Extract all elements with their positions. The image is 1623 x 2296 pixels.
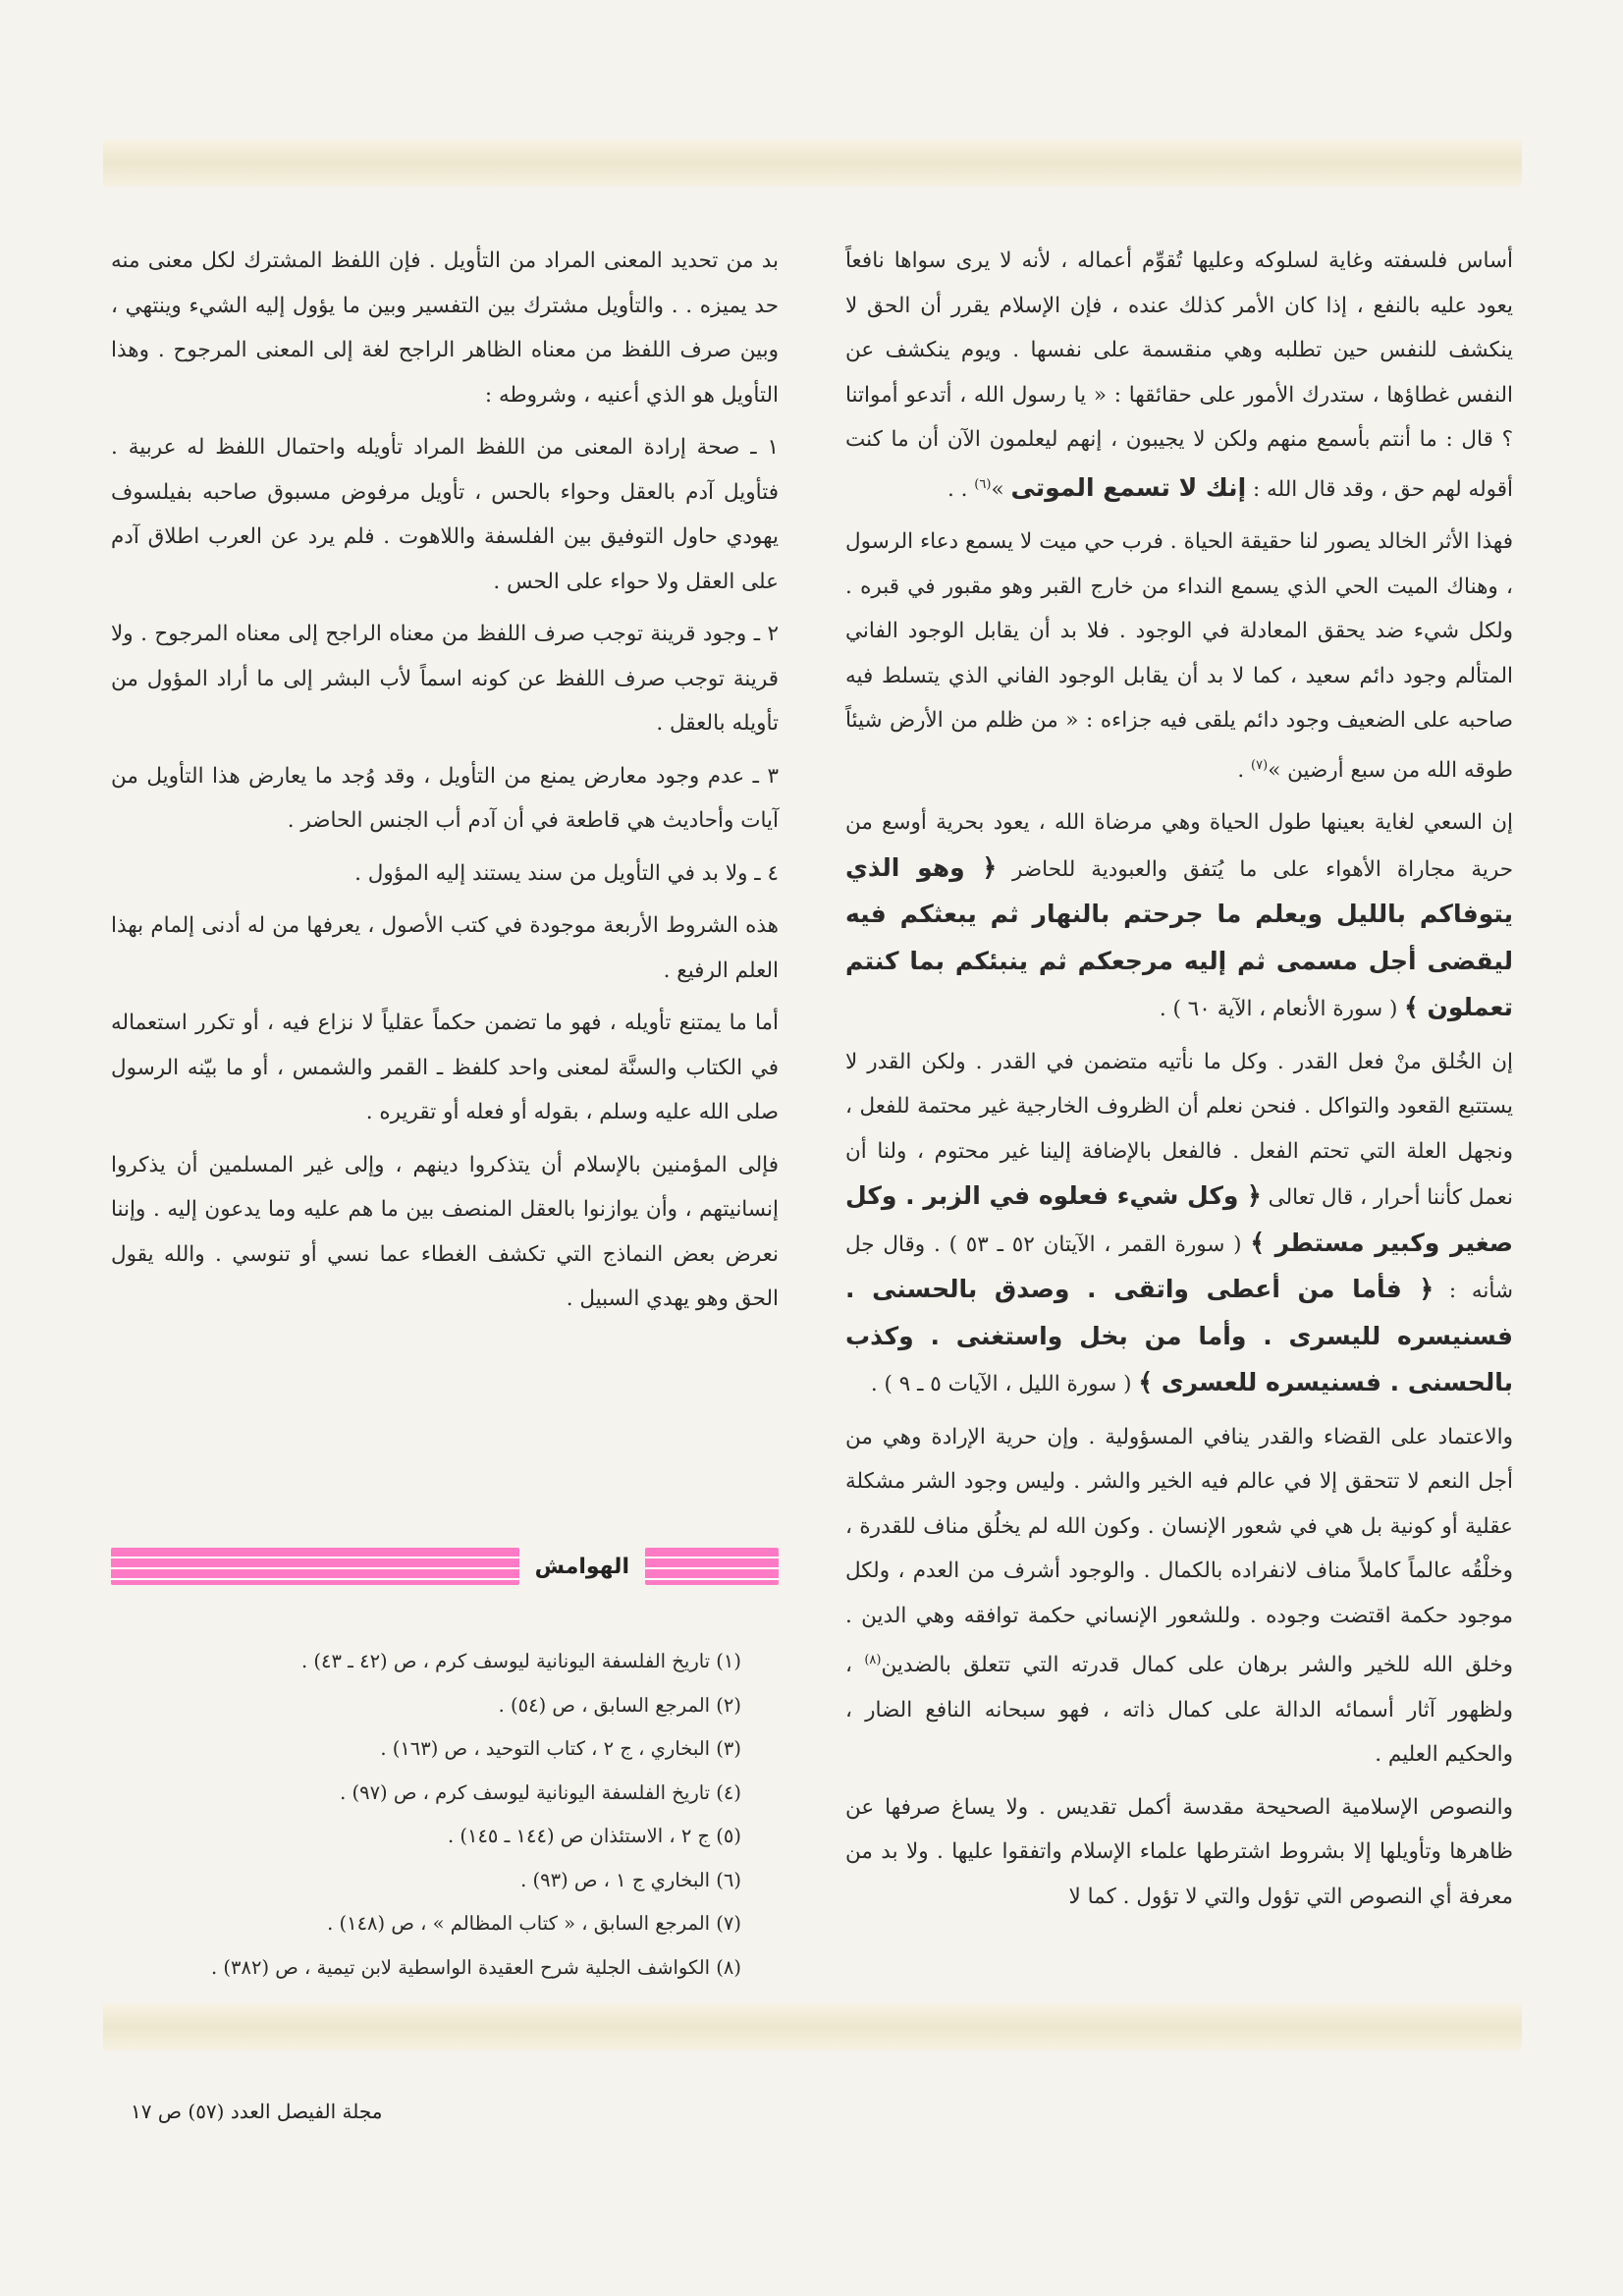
paragraph (111, 239, 779, 417)
quran-verse: ﴿ وهو الذي يتوفاكم بالليل ويعلم ما جرحتم بالنهار ثم يبعثكم فيه ليقضى أجل مسمى ثم إليه مرجعكم ثم ينبئكم بما كنتم تعملون ﴾ (845, 852, 1513, 1022)
text-run: ( سورة الأنعام ، الآية ٦٠ ) . (1159, 997, 1405, 1022)
footnote-ref: (٧) (1251, 757, 1269, 773)
text-run: » (991, 476, 1011, 502)
footnote-item: (٤) تاريخ الفلسفة اليونانية ليوسف كرم ، ص (٩٧) . (340, 1780, 741, 1804)
footnote-item: (٣) البخاري ، ج ٢ ، كتاب التوحيد ، ص (١٦٣) . (380, 1737, 741, 1760)
text-run: ٣ ـ عدم وجود معارض يمنع من التأويل ، وقد وُجد ما يعارض هذا التأويل من آيات وأحاديث هي قاطعة في أن آدم أب الجنس الحاضر . (111, 763, 779, 833)
text-run: ، ولظهور آثار أسمائه الدالة على كمال ذاته ، فهو سبحانه النافع الضار ، والحكيم العليم . (845, 1653, 1513, 1768)
text-run: ( سورة القمر ، الآيتان ٥٢ ـ ٥٣ ) . وقال جل شأنه : (845, 1231, 1513, 1304)
paragraph (111, 754, 779, 844)
paragraph (111, 425, 779, 604)
paragraph (111, 1143, 779, 1322)
footnotes-header-bar-right (645, 1548, 779, 1585)
footnote-ref: (٦) (974, 476, 992, 492)
footnote-item: (٨) الكواشف الجلية شرح العقيدة الواسطية لابن تيمية ، ص (٣٨٢) . (211, 1955, 741, 1979)
paragraph (845, 1040, 1513, 1407)
text-run: بد من تحديد المعنى المراد من التأويل . فإن اللفظ المشترك لكل معنى منه حد يميزه . . والتأويل مشترك بين التفسير وبين ما يؤول إليه الشيء وينتهي ، وبين صرف اللفظ من معناه الظاهر الراجح لغة إلى المعنى المرجوح . وهذا التأويل هو الذي أعنيه ، وشروطه : (111, 248, 779, 408)
text-run: أساس فلسفته وغاية لسلوكه وعليها تُقوِّم أعماله ، لأنه لا يرى سواها نافعاً يعود عليه بالنفع ، إذا كان الأمر كذلك عنده ، فإن الإسلام يقرر أن الحق لا ينكشف للنفس حين تطلبه وهي منقسمة على نفسها . ويوم ينكشف عن النفس غطاؤها ، ستدرك الأمور على حقائقها : « يا رسول الله ، أتدعو أمواتنا ؟ قال : ما أنتم بأسمع منهم ولكن لا يجيبون ، إنهم ليعلمون الآن أن ما كنت أقوله لهم حق ، وقد قال الله : (845, 248, 1513, 502)
text-run: أما ما يمتنع تأويله ، فهو ما تضمن حكماً عقلياً لا نزاع فيه ، أو تكرر استعماله في الكتاب والسنَّة لمعنى واحد كلفظ ـ القمر والشمس ، أو ما بيّنه الرسول صلى الله عليه وسلم ، بقوله أو فعله أو تقريره . (111, 1011, 779, 1124)
right-column (845, 239, 1513, 1927)
footnotes-list (113, 1640, 741, 1990)
paragraph (111, 903, 779, 993)
paragraph (111, 612, 779, 746)
quran-verse: إنك لا تسمع الموتى (1010, 472, 1247, 502)
quran-verse: ﴿ فأما من أعطى واتقى . وصدق بالحسنى . فسنيسره لليسرى . وأما من بخل واستغنى . وكذب بالحسنى . فسنيسره للعسرى ﴾ (845, 1275, 1513, 1397)
text-run: إن السعي لغاية بعينها طول الحياة وهي مرضاة الله ، يعود بحرية أوسع من حرية مجاراة الأهواء على ما يُتفق والعبودية للحاضر (845, 810, 1513, 882)
text-run: فهذا الأثر الخالد يصور لنا حقيقة الحياة . فرب حي ميت لا يسمع دعاء الرسول ، وهناك الميت الحي الذي يسمع النداء من خارج القبر وهو مقبور في قبره . ولكل شيء ضد يحقق المعادلة في الوجود . فلا بد أن يقابل الوجود الفاني المتألم وجود دائم سعيد ، كما لا بد أن يقابل الوجود الفاني الذي يتسلط فيه صاحبه على الضعيف وجود دائم يلقى فيه جزاءه : « من ظلم من الأرض شيئاً طوقه الله من سبع أرضين » (845, 529, 1514, 783)
text-run: ٢ ـ وجود قرينة توجب صرف اللفظ من معناه الراجح إلى معناه المرجوح . ولا قرينة توجب صرف اللفظ عن كونه اسماً لأب البشر إلى ما أراد المؤول من تأويله بالعقل . (111, 622, 779, 736)
footnotes-header (111, 1542, 779, 1591)
paragraph (111, 1001, 779, 1135)
text-run: إن الخُلق منْ فعل القدر . وكل ما نأتيه متضمن في القدر . ولكن القدر لا يستتبع القعود والتواكل . فنحن نعلم أن الظروف الخارجية غير محتمة للفعل ، ونجهل العلة التي تحتم الفعل . فالفعل بالإضافة إلينا غير محتوم ، ولنا أن نعمل كأننا أحرار ، قال تعالى (845, 1049, 1513, 1211)
text-run: . . (947, 476, 975, 502)
paragraph (845, 1415, 1513, 1777)
paragraph (845, 239, 1513, 512)
paragraph (845, 1785, 1513, 1920)
footnote-ref: (٨) (864, 1653, 882, 1668)
text-run: والاعتماد على القضاء والقدر ينافي المسؤولية . وإن حرية الإرادة وهي من أجل النعم لا تتحقق إلا في عالم فيه الخير والشر . وليس وجود الشر مشكلة عقلية أو كونية بل هي في شعور الإنسان . وكون الله لم يخلُق مناف للقدرة ، وخلْقُه عالماً كاملاً مناف لانفراده بالكمال . والوجود أشرف من العدم ، ولكل موجود حكمة اقتضت وجوده . وللشعور الإنساني حكمة توافقه وهي الدين . وخلق الله للخير والشر برهان على كمال قدرته التي تتعلق بالضدين (845, 1424, 1513, 1678)
quran-verse: ﴿ وكل شيء فعلوه في الزبر . وكل صغير وكبير مستطر ﴾ (845, 1181, 1514, 1257)
paragraph (111, 851, 779, 897)
footnote-item: (٧) المرجع السابق ، « كتاب المظالم » ، ص (١٤٨) . (327, 1912, 741, 1935)
text-run: هذه الشروط الأربعة موجودة في كتب الأصول ، يعرفها من له أدنى إلمام بهذا العلم الرفيع . (111, 913, 779, 983)
footnote-item: (٢) المرجع السابق ، ص (٥٤) . (498, 1693, 741, 1717)
text-run: . (1237, 757, 1252, 783)
text-run: والنصوص الإسلامية الصحيحة مقدسة أكمل تقديس . ولا يساغ صرفها عن ظاهرها وتأويلها إلا بشروط اشترطها علماء الإسلام واتفقوا عليها . ولا بد من معرفة أي النصوص التي تؤول والتي لا تؤول . كما لا (845, 1794, 1513, 1909)
top-decorative-band (103, 139, 1522, 187)
footnote-item: (١) تاريخ الفلسفة اليونانية ليوسف كرم ، ص (٤٢ ـ ٤٣) . (301, 1650, 741, 1672)
bottom-decorative-band (103, 2003, 1522, 2050)
footnotes-header-bar-left (111, 1548, 519, 1585)
footnotes-title: الهوامش (534, 1554, 629, 1579)
text-run: ٤ ـ ولا بد في التأويل من سند يستند إليه المؤول . (354, 860, 779, 886)
footnote-item: (٥) ج ٢ ، الاستئذان ص (١٤٤ ـ ١٤٥) . (447, 1825, 741, 1847)
page-footer: مجلة الفيصل العدد (٥٧) ص ١٧ (131, 2100, 383, 2123)
paragraph (845, 519, 1513, 793)
text-run: فإلى المؤمنين بالإسلام أن يتذكروا دينهم ، وإلى غير المسلمين أن يذكروا إنسانيتهم ، وأن يوازنوا بالعقل المنصف بين ما هم عليه وما يدعون إليه . وإننا نعرض بعض النماذج التي تكشف الغطاء عما نسي أو تنوسي . والله يقول الحق وهو يهدي السبيل . (111, 1152, 779, 1311)
paragraph (845, 800, 1513, 1032)
text-run: ١ ـ صحة إرادة المعنى من اللفظ المراد تأويله واحتمال اللفظ له عربية . فتأويل آدم بالعقل وحواء بالحس ، تأويل مرفوض مسبوق صاحبه بفيلسوف يهودي حاول التوفيق بين الفلسفة واللاهوت . فلم يرد عن العرب اطلاق آدم على العقل ولا حواء على الحس . (111, 435, 779, 594)
footnote-item: (٦) البخاري ج ١ ، ص (٩٣) . (520, 1868, 741, 1891)
text-run: ( سورة الليل ، الآيات ٥ ـ ٩ ) . (870, 1372, 1139, 1397)
left-column (111, 239, 779, 1330)
